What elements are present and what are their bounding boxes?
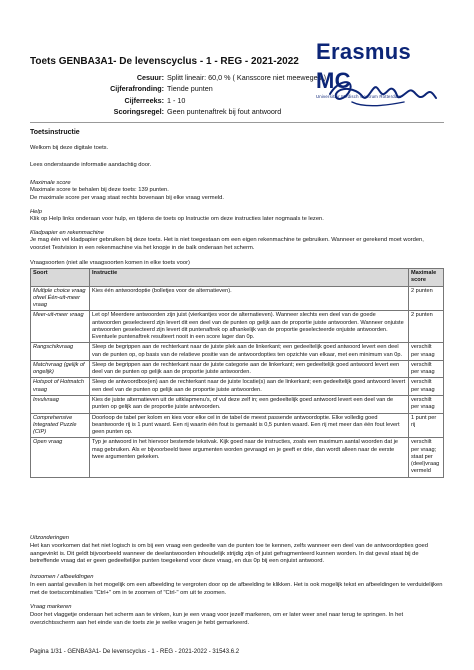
cell-soort: Comprehensive Integrated Puzzle (CIP) [31,413,90,438]
cell-score: verschilt per vraag [409,378,444,396]
cell-instructie: Kies de juiste alternatieven uit de uitklapmenu's, of vul deze zelf in; een gedeeltelijk goed antwoord levert een deel van de punten op gelijk aan de proportie juiste antwoorden. [90,395,409,413]
table-row [31,438,444,477]
cell-soort: Open vraag [31,438,90,477]
cell-soort: Meer-uit-meer vraag [31,311,90,343]
cell-soort: Rangschikvraag [31,343,90,361]
read-text: Lees onderstaande informatie aandachtig door. [30,162,152,168]
meta-label: Cijferreeks: [124,96,164,105]
meta-row-cesuur [30,73,327,82]
table-row [31,311,444,343]
welcome-text: Welkom bij deze digitale toets. [30,145,109,151]
logo-subtitle: Universitair Medisch Centrum Rotterdam [316,94,402,100]
table-row [31,413,444,438]
page-footer: Pagina 1/31 - GENBA3A1- De levenscyclus - 1 - REG - 2021-2022 - 31543.6.2 [30,649,240,655]
cell-score: verschilt per vraag [409,360,444,378]
document-title: Toets GENBA3A1- De levenscyclus - 1 - REG - 2021-2022 [30,56,299,67]
cell-score: verschilt per vraag [409,395,444,413]
cell-instructie: Kies één antwoordoptie (bolletjes voor de alternatieven). [90,286,409,311]
cell-score: 1 punt per rij [409,413,444,438]
cell-instructie: Let op! Meerdere antwoorden zijn juist (vierkantjes voor de alternatieven). Wanneer slechts een deel van de goede antwoorden geselecteerd zijn levert dit een deel van de punten op gelijk aan de proportie juiste antwoorden. Wanneer onjuiste antwoorden geselecteerd zijn levert dit puntenaftrek op afhankelijk van de proportie geselecteerde onjuiste antwoorden. Eventuele puntenaftrek resulteert nooit in een score lager dan 0p. [90,311,409,343]
table-row [31,343,444,361]
meta-row-cijferafronding [30,84,290,93]
calculator-text: Je mag één vel kladpapier gebruiken bij deze toets. Het is niet toegestaan om een eigen rekenmachine te gebruiken. Wanneer er gerekend moet worden, voorziet Testvision in een rekenmachine via het knopje in de balk onderaan het scherm. [30,237,424,251]
column-header-score: Maximale score [409,269,444,287]
erasmus-mc-logo [316,38,446,118]
table-row [31,286,444,311]
exceptions-text: Het kan voorkomen dat het niet logisch is om bij een vraag een gedeelte van de punten toe te kennen, zelfs wanneer een deel van de antwoordopties goed aangevinkt is. Dit geldt bijvoorbeeld wanneer de deelantwoorden inhoudelijk strijdig zijn of juist gefragmenteerd kunnen worden. In dat geval staat bij de betreffende vraag dat er geen gedeeltelijke punten toegekend voor deze vraag, en dus 0p bij een onjuist antwoord. [30,543,429,565]
instructions-heading: Toetsinstructie [30,129,80,136]
cell-score: 2 punten [409,286,444,311]
help-text: Klik op Help links onderaan voor hulp, en tijdens de toets op Instructie om deze instructies later nogmaals te lezen. [30,216,324,222]
exceptions-heading: Uitzonderingen [30,535,69,541]
flag-heading: Vraag markeren [30,604,72,610]
question-types-table [30,268,444,478]
cell-instructie: Sleep de antwoordbox(en) aan de rechterkant naar de juiste locatie(s) aan de linkerkant; een gedeeltelijk goed antwoord levert een deel van de punten op gelijk aan de proportie juiste antwoorden. [90,378,409,396]
table-header-row [31,269,444,287]
cell-soort: Invulvraag [31,395,90,413]
max-score-heading: Maximale score [30,180,71,186]
zoom-heading: Inzoomen / afbeeldingen [30,574,94,580]
cell-score: 2 punten [409,311,444,343]
meta-label: Cesuur: [136,73,164,82]
question-types-heading: Vraagsoorten (niet alle vraagsoorten komen in elke toets voor) [30,260,190,266]
cell-instructie: Doorloop de tabel per kolom en kies voor elke cel in de tabel de meest passende antwoordoptie. Elke volledig goed beantwoorde rij is 1 punt waard. Een rij waarin één fout is gemaakt is 0,5 punten waard. Een rij met meer dan één fout levert geen punten op. [90,413,409,438]
cell-soort: Multiple choice vraag ofwel Één-uit-meer vraag [31,286,90,311]
flag-text: Door het vlaggetje onderaan het scherm aan te vinken, kun je een vraag voor jezelf markeren, om er later weer snel naar terug te springen. In het overzichtsscherm aan het einde van de toets zie je welke vragen je hebt gemarkeerd. [30,612,404,626]
zoom-text: In een aantal gevallen is het mogelijk om een afbeelding te vergroten door op de afbeelding te klikken. Het is ook mogelijk tekst en afbeeldingen te verduidelijken met de toetscombinaties "Ctrl+" om in te zoomen of "Ctrl-" om uit te zoomen. [30,582,443,596]
column-header-instructie: Instructie [90,269,409,287]
cell-score: verschilt per vraag [409,343,444,361]
meta-label: Cijferafronding: [110,84,164,93]
header-divider [30,122,444,123]
cell-instructie: Sleep de begrippen aan de rechterkant naar de juiste categorie aan de linkerkant; een gedeeltelijk goed antwoord levert een deel van de punten op gelijk aan de proportie juiste antwoorden. [90,360,409,378]
max-score-line-1: Maximale score te behalen bij deze toets: 139 punten. [30,187,169,193]
cell-instructie: Sleep de begrippen aan de rechterkant naar de juiste plek aan de linkerkant; een gedeeltelijk goed antwoord levert een deel van de punten op, op basis van de relatieve positie van de antwoordopties ten opzichte van elkaar, met een minimum van 0p. [90,343,409,361]
meta-value: 1 - 10 [167,96,186,105]
cell-score: verschilt per vraag; staat per (deel)vraag vermeld [409,438,444,477]
table-row [31,360,444,378]
table-row [31,378,444,396]
logo-wordmark: Erasmus MC [316,39,412,93]
meta-value: Splitt lineair: 60,0 % ( Kansscore niet meewegen ) [167,73,327,82]
help-heading: Help [30,209,42,215]
cell-instructie: Typ je antwoord in het hiervoor bestemde tekstvak. Kijk goed naar de instructies, zoals een maximum aantal woorden dat je mag gebruiken. Als er bijvoorbeeld twee argumenten worden gevraagd en je geeft er drie, dan wordt alleen naar de eerste twee argumenten gekeken. [90,438,409,477]
table-row [31,395,444,413]
meta-value: Tiende punten [167,84,213,93]
max-score-line-2: De maximale score per vraag staat rechts bovenaan bij elke vraag vermeld. [30,195,224,201]
calculator-heading: Kladpapier en rekenmachine [30,230,104,236]
meta-row-cijferreeks [30,96,290,105]
cell-soort: Matchvraag (gelijk of ongelijk) [31,360,90,378]
meta-value: Geen puntenaftrek bij fout antwoord [167,107,282,116]
cell-soort: Hotspot of Hotmatch vraag [31,378,90,396]
meta-row-scoringsregel [30,107,290,116]
column-header-soort: Soort [31,269,90,287]
meta-label: Scoringsregel: [113,107,164,116]
erasmus-signature-icon [324,72,444,112]
